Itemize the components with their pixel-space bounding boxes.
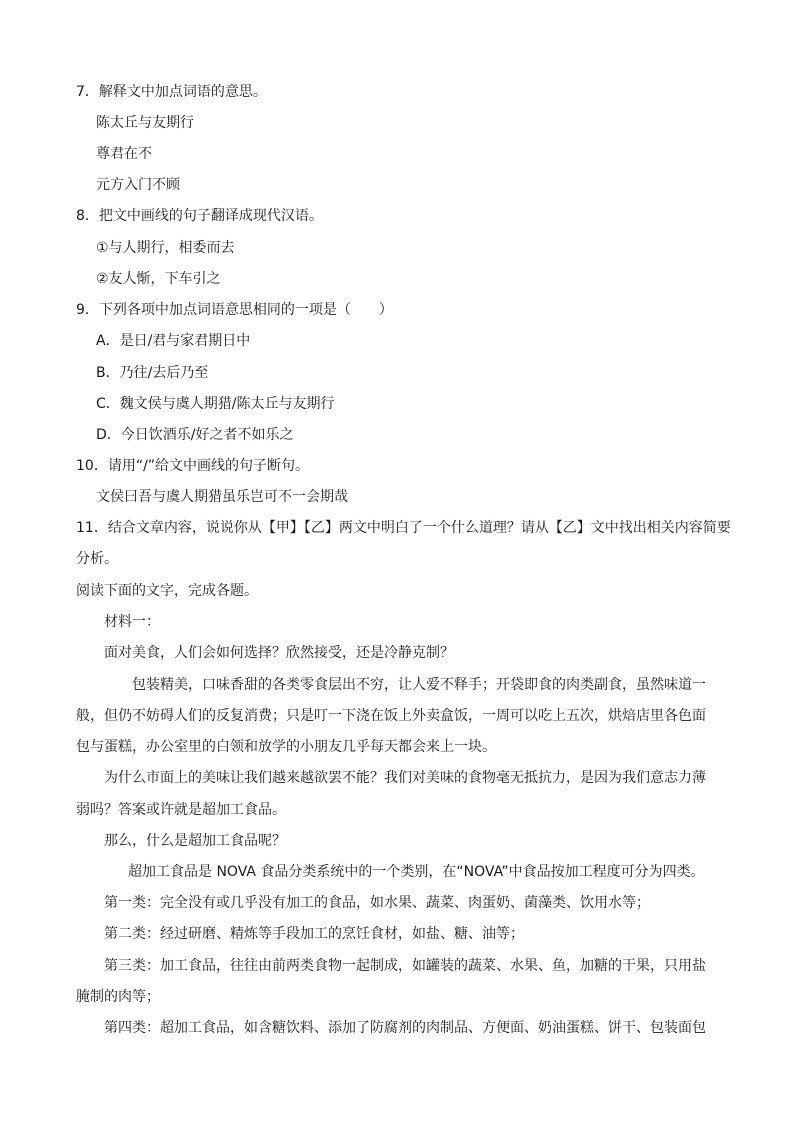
question-7-item-2: 尊君在不: [96, 146, 152, 162]
reading-intro: 阅读下面的文字，完成各题。: [76, 583, 258, 599]
question-9-option-a: A．是日/君与家君期日中: [96, 333, 251, 349]
question-9-option-d: D．今日饮酒乐/好之者不如乐之: [96, 427, 294, 443]
question-8-item-1: ①与人期行，相委而去: [96, 240, 235, 256]
question-11-line-1: 11．结合文章内容，说说你从【甲】【乙】两文中明白了一个什么道理？请从【乙】文中找出相关内容简要: [76, 520, 731, 536]
category-1: 第一类：完全没有或几乎没有加工的食品，如水果、蔬菜、肉蛋奶、菌藻类、饮用水等；: [104, 895, 650, 911]
paragraph-1: 面对美食，人们会如何选择？欣然接受，还是冷静克制？: [104, 645, 454, 661]
category-2: 第二类：经过研磨、精炼等手段加工的烹饪食材，如盐、糖、油等；: [104, 926, 524, 942]
paragraph-5: 超加工食品是 NOVA 食品分类系统中的一个类别，在“NOVA”中食品按加工程度可分为四类。: [128, 864, 705, 880]
category-3-line-1: 第三类：加工食品，往往由前两类食物一起制成，如罐装的蔬菜、水果、鱼，加糖的干果，只用盐: [104, 958, 706, 974]
question-9-option-c: C．魏文侯与虞人期猎/陈太丘与友期行: [96, 396, 335, 412]
paragraph-4: 那么，什么是超加工食品呢？: [104, 833, 286, 849]
question-10-text: 文侯曰吾与虞人期猎虽乐岂可不一会期哉: [96, 489, 348, 505]
paragraph-2-line-2: 般，但仍不妨碍人们的反复消费；只是叮一下浇在饭上外卖盒饭，一周可以吃上五次，烘焙店里各色面: [76, 708, 706, 724]
paragraph-2-line-1: 包装精美，口味香甜的各类零食层出不穷，让人爱不释手；开袋即食的肉类副食，虽然味道一: [132, 677, 706, 693]
question-7-item-3: 元方入门不顾: [96, 177, 180, 193]
question-9-option-b: B．乃往/去后乃至: [96, 365, 209, 381]
question-9-title: 9．下列各项中加点词语意思相同的一项是（ ）: [76, 302, 393, 318]
paragraph-3-line-2: 弱吗？答案或许就是超加工食品。: [76, 802, 286, 818]
question-7-item-1: 陈太丘与友期行: [96, 115, 194, 131]
paragraph-3-line-1: 为什么市面上的美味让我们越来越欲罢不能？我们对美味的食物毫无抵抗力，是因为我们意志力薄: [104, 770, 706, 786]
question-7-title: 7．解释文中加点词语的意思。: [76, 84, 267, 100]
question-11-line-2: 分析。: [76, 551, 118, 567]
paragraph-2-line-3: 包与蛋糕，办公室里的白领和放学的小朋友几乎每天都会来上一块。: [76, 739, 496, 755]
material-label: 材料一：: [104, 614, 160, 630]
category-4: 第四类：超加工食品，如含糖饮料、添加了防腐剂的肉制品、方便面、奶油蛋糕、饼干、包装面包: [104, 1020, 706, 1036]
question-8-item-2: ②友人惭，下车引之: [96, 271, 221, 287]
category-3-line-2: 腌制的肉等；: [76, 989, 160, 1005]
question-10-title: 10．请用“/”给文中画线的句子断句。: [76, 458, 310, 474]
question-8-title: 8．把文中画线的句子翻译成现代汉语。: [76, 208, 323, 224]
